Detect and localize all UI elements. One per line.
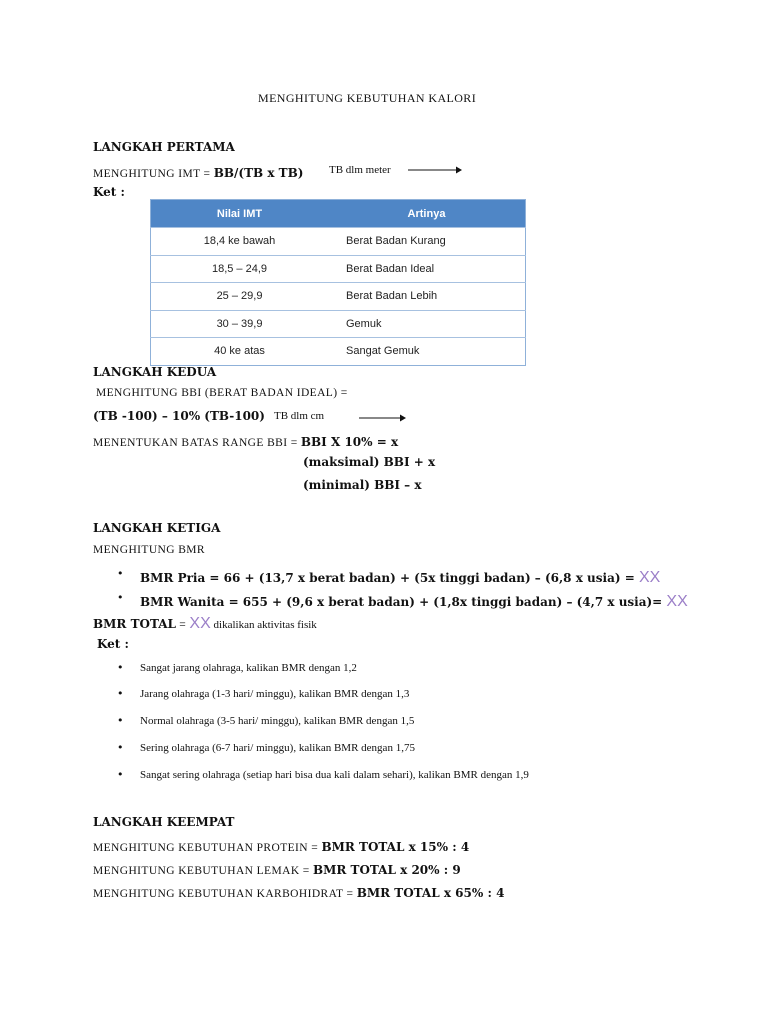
table-cell-artinya: Berat Badan Lebih — [328, 283, 526, 311]
bullet-icon: • — [117, 661, 124, 674]
bbi-line: MENGHITUNG BBI (BERAT BADAN IDEAL) = — [96, 387, 348, 399]
table-cell-artinya: Sangat Gemuk — [328, 338, 526, 366]
lemak-line — [93, 861, 461, 878]
activity-item: Sering olahraga (6-7 hari/ minggu), kalikan BMR dengan 1,75 — [140, 742, 415, 754]
activity-item: Jarang olahraga (1-3 hari/ minggu), kalikan BMR dengan 1,3 — [140, 688, 410, 700]
imt-formula-label: MENGHITUNG IMT = — [93, 168, 214, 180]
table-row — [151, 255, 526, 283]
lemak-value: BMR TOTAL x 20% : 9 — [312, 863, 461, 877]
bbi-formula: (TB -100) – 10% (TB-100) — [93, 409, 265, 423]
step2-heading: LANGKAH KEDUA — [93, 365, 217, 379]
karbo-value: BMR TOTAL x 65% : 4 — [356, 886, 505, 900]
bmr-total-rest: dikalikan aktivitas fisik — [210, 619, 317, 631]
imt-formula-value: BB/(TB x TB) — [213, 166, 304, 180]
imt-table — [150, 199, 526, 366]
arrow-right-icon — [359, 413, 407, 423]
bmr-pria-formula: BMR Pria = 66 + (13,7 x berat badan) + (5x tinggi badan) – (6,8 x usia) = — [140, 571, 639, 585]
karbo-line — [93, 884, 504, 901]
table-cell-nilai: 40 ke atas — [151, 338, 329, 366]
table-header-row — [151, 200, 526, 228]
step1-ket: Ket : — [93, 185, 125, 199]
table-row — [151, 338, 526, 366]
table-header-artinya: Artinya — [328, 200, 526, 228]
lemak-label: MENGHITUNG KEBUTUHAN LEMAK = — [93, 865, 313, 877]
bmr-total-xx: XX — [189, 615, 211, 632]
page-title: MENGHITUNG KEBUTUHAN KALORI — [258, 91, 477, 105]
karbo-label: MENGHITUNG KEBUTUHAN KARBOHIDRAT = — [93, 888, 357, 900]
imt-formula-line — [93, 164, 303, 181]
table-row — [151, 228, 526, 256]
bmr-line: MENGHITUNG BMR — [93, 544, 205, 556]
step1-heading: LANGKAH PERTAMA — [93, 140, 235, 154]
table-cell-nilai: 18,4 ke bawah — [151, 228, 329, 256]
bullet-icon: • — [117, 741, 124, 754]
protein-value: BMR TOTAL x 15% : 4 — [321, 840, 470, 854]
bmr-total-label: BMR TOTAL — [93, 617, 176, 631]
bbi-max: (maksimal) BBI + x — [303, 455, 436, 469]
table-cell-artinya: Berat Badan Kurang — [328, 228, 526, 256]
bbi-range-value: BBI X 10% = x — [300, 435, 399, 449]
bmr-total-eq: = — [175, 619, 190, 631]
table-cell-nilai: 25 – 29,9 — [151, 283, 329, 311]
table-cell-nilai: 18,5 – 24,9 — [151, 255, 329, 283]
table-cell-nilai: 30 – 39,9 — [151, 310, 329, 338]
bullet-icon: • — [117, 591, 124, 604]
arrow-right-icon — [408, 165, 463, 175]
bmr-wanita-xx: XX — [666, 593, 688, 610]
bmr-total-line — [93, 615, 317, 632]
table-cell-artinya: Gemuk — [328, 310, 526, 338]
table-header-nilai: Nilai IMT — [151, 200, 329, 228]
step3-ket: Ket : — [97, 637, 129, 651]
bullet-icon: • — [117, 768, 124, 781]
bmr-wanita-formula: BMR Wanita = 655 + (9,6 x berat badan) + (1,8x tinggi badan) – (4,7 x usia)= — [140, 595, 667, 609]
step4-heading: LANGKAH KEEMPAT — [93, 815, 235, 829]
bbi-range-line — [93, 433, 398, 450]
table-cell-artinya: Berat Badan Ideal — [328, 255, 526, 283]
imt-unit-note: TB dlm meter — [329, 164, 391, 176]
bullet-icon: • — [117, 714, 124, 727]
bullet-icon: • — [117, 567, 124, 580]
bbi-unit-note: TB dlm cm — [274, 410, 325, 422]
bmr-wanita — [140, 593, 688, 610]
bbi-min: (minimal) BBI – x — [303, 478, 422, 492]
table-row — [151, 310, 526, 338]
bmr-pria — [140, 569, 660, 586]
activity-item: Sangat jarang olahraga, kalikan BMR dengan 1,2 — [140, 662, 357, 674]
protein-label: MENGHITUNG KEBUTUHAN PROTEIN = — [93, 842, 322, 854]
bbi-range-label: MENENTUKAN BATAS RANGE BBI = — [93, 437, 301, 449]
activity-item: Normal olahraga (3-5 hari/ minggu), kalikan BMR dengan 1,5 — [140, 715, 415, 727]
step3-heading: LANGKAH KETIGA — [93, 521, 221, 535]
protein-line — [93, 838, 469, 855]
bmr-pria-xx: XX — [638, 569, 661, 586]
activity-item: Sangat sering olahraga (setiap hari bisa dua kali dalam sehari), kalikan BMR dengan 1,9 — [140, 769, 529, 781]
bullet-icon: • — [117, 687, 124, 700]
table-row — [151, 283, 526, 311]
